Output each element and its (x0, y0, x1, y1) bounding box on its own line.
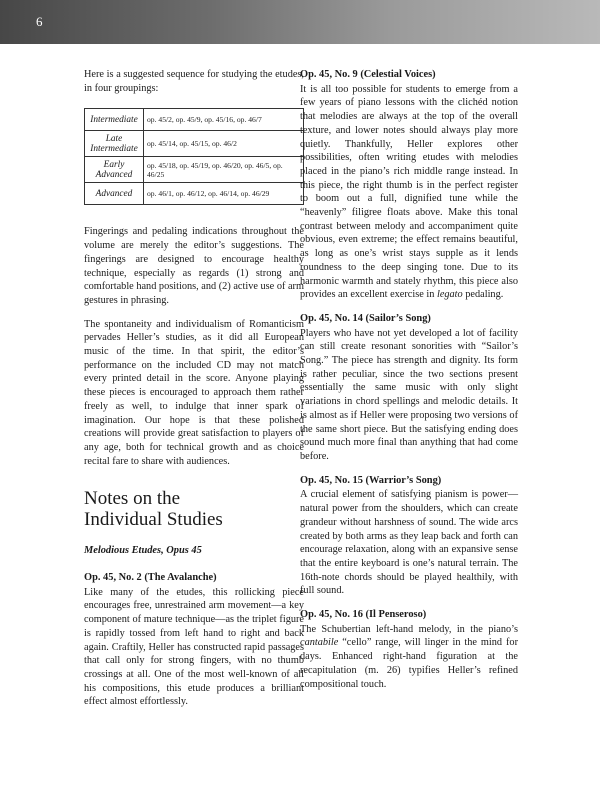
fingering-paragraph: Fingerings and pedaling indications throughout the volume are merely the editor’s suggestions. The fingerings are designed to encourage healthy technique, especially as regards (1) strong and comfortable hand positions, and (2) active use of arm gestures in phrasing. (84, 226, 304, 306)
op9-paragraph (300, 83, 518, 302)
op9-heading: Op. 45, No. 9 (Celestial Voices) (300, 69, 436, 80)
op9-text-b: pedaling. (462, 289, 504, 301)
section-title (84, 488, 304, 530)
op9-text-a: It is all too possible for students to emerge from a few years of piano lessons with the clichéd notion that melodies are always at the top of the overall texture, and lower notes should always play more quietly. Thankfully, Heller explores other possibilities, often writing etudes with melodies placed in the piano’s rich middle range instead. In this piece, the right thumb is in the perfect register to boom out a full, dignified tune while the “heavenly” filigree floats above. Make this tonal contrast between melody and accompaniment quite obvious, even extreme; the effect remains beautiful, as long as one’s wrist stays supple as it lends roundness to the deep singing tone. Due to its harmonic warmth and stately rhythm, this piece also provides an excellent exercise in (300, 83, 518, 301)
op16-text-a: The Schubertian left-hand melody, in the piano’s (300, 623, 518, 635)
pieces-cell: op. 45/14, op. 45/15, op. 46/2 (144, 131, 304, 157)
pieces-cell: op. 45/18, op. 45/19, op. 46/20, op. 46/5, op. 46/25 (144, 157, 304, 183)
table-row (85, 109, 304, 131)
op14-heading: Op. 45, No. 14 (Sailor’s Song) (300, 312, 431, 324)
op15-paragraph: A crucial element of satisfying pianism is power—natural power from the shoulders, which can create grandeur without harshness of sound. The wide arcs created by both arms as they leap back and forth can encourage relaxation, along with an expansive sense that the entire keyboard is one’s natural terrain. The 16th-note chords should be played healthily, with full sound. (300, 489, 518, 597)
op2-heading: Op. 45, No. 2 (The Avalanche) (84, 572, 217, 584)
pieces-cell: op. 45/2, op. 45/9, op. 45/16, op. 46/7 (144, 109, 304, 131)
level-cell: Intermediate (85, 109, 144, 131)
subsection-title: Melodious Etudes, Opus 45 (84, 545, 202, 557)
spontaneity-paragraph: The spontaneity and individualism of Romanticism pervades Heller’s studies, as it did all European music of the time. In that spirit, the editor’s performance on the included CD may not match every printed detail in the score. Anyone playing these pieces is encouraged to approach them rather freely as well, to indulge that inner spark of imagination. Our hope is that these polished creations will provide great satisfaction to players of any age, both for technical growth and as choice recital fare to share with audiences. (84, 318, 304, 467)
study-groupings-table (84, 108, 304, 205)
op15-heading: Op. 45, No. 15 (Warrior’s Song) (300, 474, 442, 486)
section-title-line-2: Individual Studies (84, 509, 223, 531)
page-header-bar (0, 0, 600, 44)
left-column (84, 68, 304, 719)
op2-paragraph: Like many of the etudes, this rollicking piece encourages free, unrestrained arm movement—a key component of mature technique—as the triplet figure is rapidly tossed from left hand to right and back again. Craftily, Heller has constructed rapid passages that call only for strong fingers, with no thumb crossings at all. One of the most well-known of all his compositions, this etude produces a brilliant effect almost effortlessly. (84, 586, 304, 708)
op14-paragraph: Players who have not yet developed a lot of facility can still create resonant sonorities with “Sailor’s Song.” The piece has strength and dignity. Its form is rather peculiar, since the two sections present essentially the same music with only slight variations in chord spellings and melodic details. It is almost as if Heller were proposing two versions of the same short piece. But the satisfying ending does sound much more final than anything that had come before. (300, 327, 518, 462)
table-row (85, 131, 304, 157)
level-cell: Early Advanced (85, 157, 144, 183)
section-title-line-1: Notes on the (84, 488, 181, 510)
op16-heading: Op. 45, No. 16 (Il Penseroso) (300, 609, 427, 621)
level-cell: Late Intermediate (85, 131, 144, 157)
right-column (300, 68, 518, 701)
op16-text-b: “cello” range, will linger in the mind for days. Enhanced right-hand figuration at the recapitulation (m. 26) typifies Heller’s refined compositional touch. (300, 637, 518, 690)
level-cell: Advanced (85, 183, 144, 205)
pieces-cell: op. 46/1, op. 46/12, op. 46/14, op. 46/29 (144, 183, 304, 205)
op9-italic-term: legato (436, 289, 463, 301)
page-number: 6 (36, 14, 43, 29)
op16-italic-term: cantabile (300, 637, 339, 649)
table-row (85, 157, 304, 183)
op16-paragraph (300, 623, 518, 692)
intro-paragraph: Here is a suggested sequence for studying the etudes, in four groupings: (84, 69, 304, 94)
table-row (85, 183, 304, 205)
